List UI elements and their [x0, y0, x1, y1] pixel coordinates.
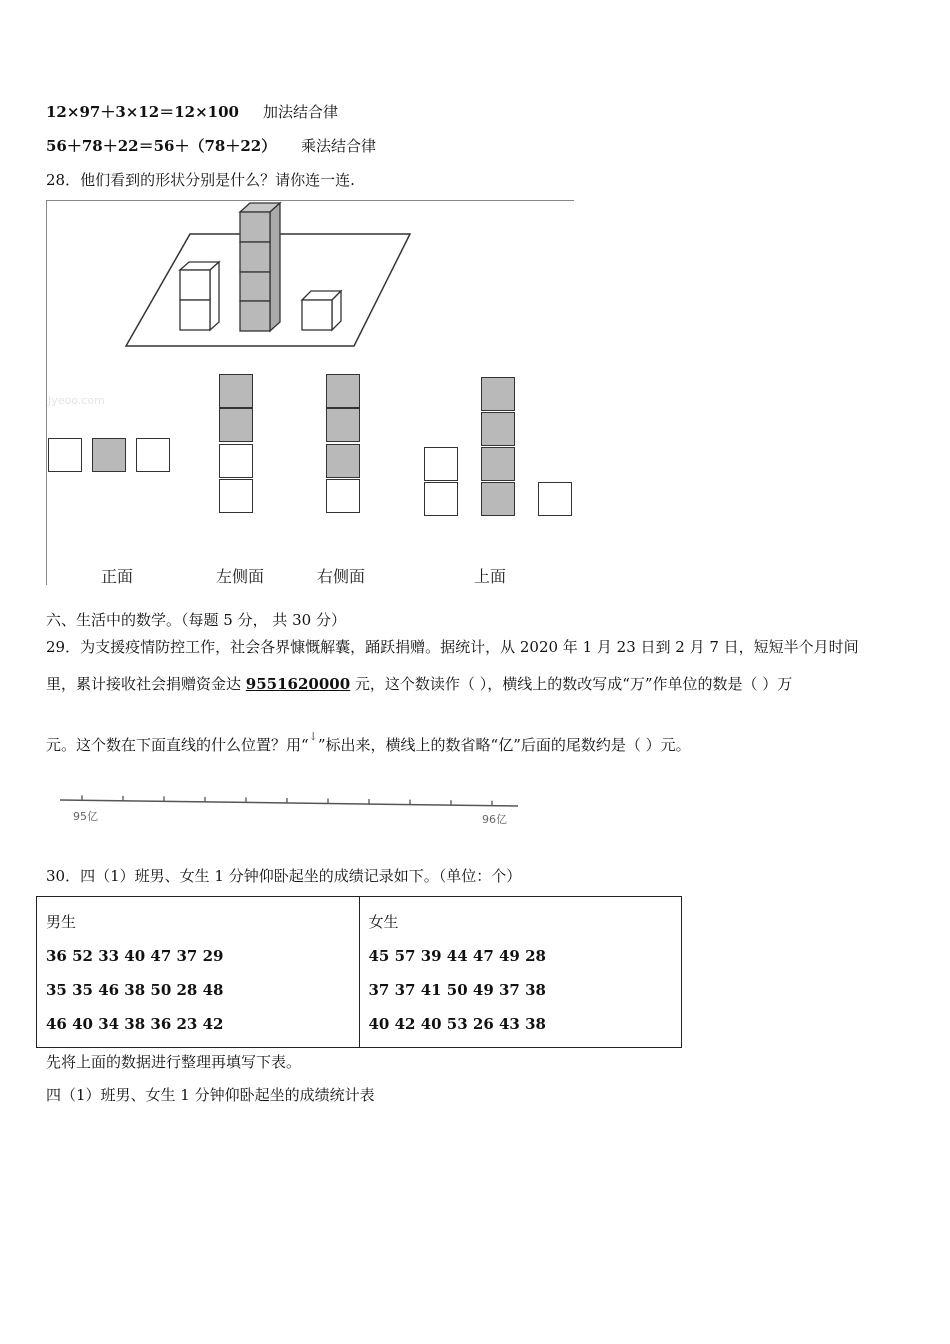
- boys-label: 男生: [46, 913, 77, 931]
- q29-text: 元，这个数读作（ ），横线上的数改写成“万”作单位的数是（ ）万: [350, 675, 793, 693]
- view-a-cube[interactable]: [136, 438, 170, 472]
- q29-text: 元。这个数在下面直线的什么位置？用“: [46, 736, 309, 754]
- law-label-2: 乘法结合律: [301, 137, 377, 155]
- view-label-right[interactable]: 右侧面: [317, 567, 366, 586]
- girls-row: 40 42 40 53 26 43 38: [368, 1015, 546, 1033]
- view-d-cube[interactable]: [481, 482, 515, 516]
- right-cube: [302, 291, 341, 330]
- watermark: Jyeoo.com: [48, 394, 105, 407]
- view-d-cube[interactable]: [424, 447, 458, 481]
- number-line[interactable]: [56, 778, 526, 838]
- q29-line-2: [46, 674, 792, 694]
- view-label-top[interactable]: 上面: [474, 567, 507, 586]
- view-b-cube[interactable]: [219, 444, 253, 478]
- q29-line-3: [46, 730, 691, 757]
- q30-instruction: 先将上面的数据进行整理再填写下表。: [46, 1053, 302, 1071]
- view-c-cube[interactable]: [326, 374, 360, 408]
- equation-line-1: [46, 102, 239, 122]
- scores-record-table: [36, 896, 682, 1048]
- law-label-1: 加法结合律: [263, 103, 339, 121]
- number-line-start-label: 95亿: [73, 810, 98, 823]
- equation-expr: 12×97＋3×12＝12×100: [46, 103, 239, 121]
- q30-title: 30．四（1）班男、女生 1 分钟仰卧起坐的成绩记录如下。（单位：个）: [46, 867, 522, 885]
- girls-label: 女生: [368, 913, 399, 931]
- cube-views-figure: [46, 200, 574, 585]
- q30-table-title: 四（1）班男、女生 1 分钟仰卧起坐的成绩统计表: [46, 1086, 375, 1104]
- boys-row: 35 35 46 38 50 28 48: [46, 981, 224, 999]
- equation-line-2: [46, 136, 276, 156]
- q29-line-1: 29．为支援疫情防控工作，社会各界慷慨解囊，踊跃捐赠。据统计，从 2020 年 1 月 23 日到 2 月 7 日，短短半个月时间: [46, 638, 859, 656]
- boys-row: 46 40 34 38 36 23 42: [46, 1015, 224, 1033]
- view-b-cube[interactable]: [219, 479, 253, 513]
- number-line-end-label: 96亿: [482, 813, 507, 826]
- section-6-title: 六、生活中的数学。（每题 5 分， 共 30 分）: [46, 611, 346, 629]
- cube-scene: [46, 200, 574, 350]
- view-c-cube[interactable]: [326, 444, 360, 478]
- view-a-cube[interactable]: [92, 438, 126, 472]
- view-label-left[interactable]: 左侧面: [216, 567, 265, 586]
- boys-column: [37, 897, 360, 1048]
- number-line-axis: [60, 800, 518, 806]
- girls-row: 37 37 41 50 49 37 38: [368, 981, 546, 999]
- left-stack: [180, 262, 219, 330]
- view-d-cube[interactable]: [424, 482, 458, 516]
- middle-stack: [240, 203, 280, 331]
- view-d-cube[interactable]: [538, 482, 572, 516]
- view-a-cube[interactable]: [48, 438, 82, 472]
- boys-row: 36 52 33 40 47 37 29: [46, 947, 224, 965]
- number-line-svg: [56, 778, 526, 838]
- view-d-cube[interactable]: [481, 447, 515, 481]
- q28-title: 28．他们看到的形状分别是什么？请你连一连.: [46, 171, 355, 189]
- q29-text: 里，累计接收社会捐赠资金达: [46, 675, 246, 693]
- view-b-cube[interactable]: [219, 374, 253, 408]
- view-b-cube[interactable]: [219, 408, 253, 442]
- q29-text: ”标出来，横线上的数省略“亿”后面的尾数约是（ ）元。: [317, 736, 691, 754]
- view-c-cube[interactable]: [326, 479, 360, 513]
- view-d-cube[interactable]: [481, 377, 515, 411]
- view-label-front[interactable]: 正面: [101, 567, 134, 586]
- donation-amount: 9551620000: [245, 675, 351, 693]
- down-arrow-icon: ↓: [308, 730, 318, 743]
- view-d-cube[interactable]: [481, 412, 515, 446]
- view-c-cube[interactable]: [326, 408, 360, 442]
- equation-expr: 56＋78＋22＝56＋（78＋22）: [46, 137, 277, 155]
- girls-column: [359, 897, 682, 1048]
- girls-row: 45 57 39 44 47 49 28: [368, 947, 546, 965]
